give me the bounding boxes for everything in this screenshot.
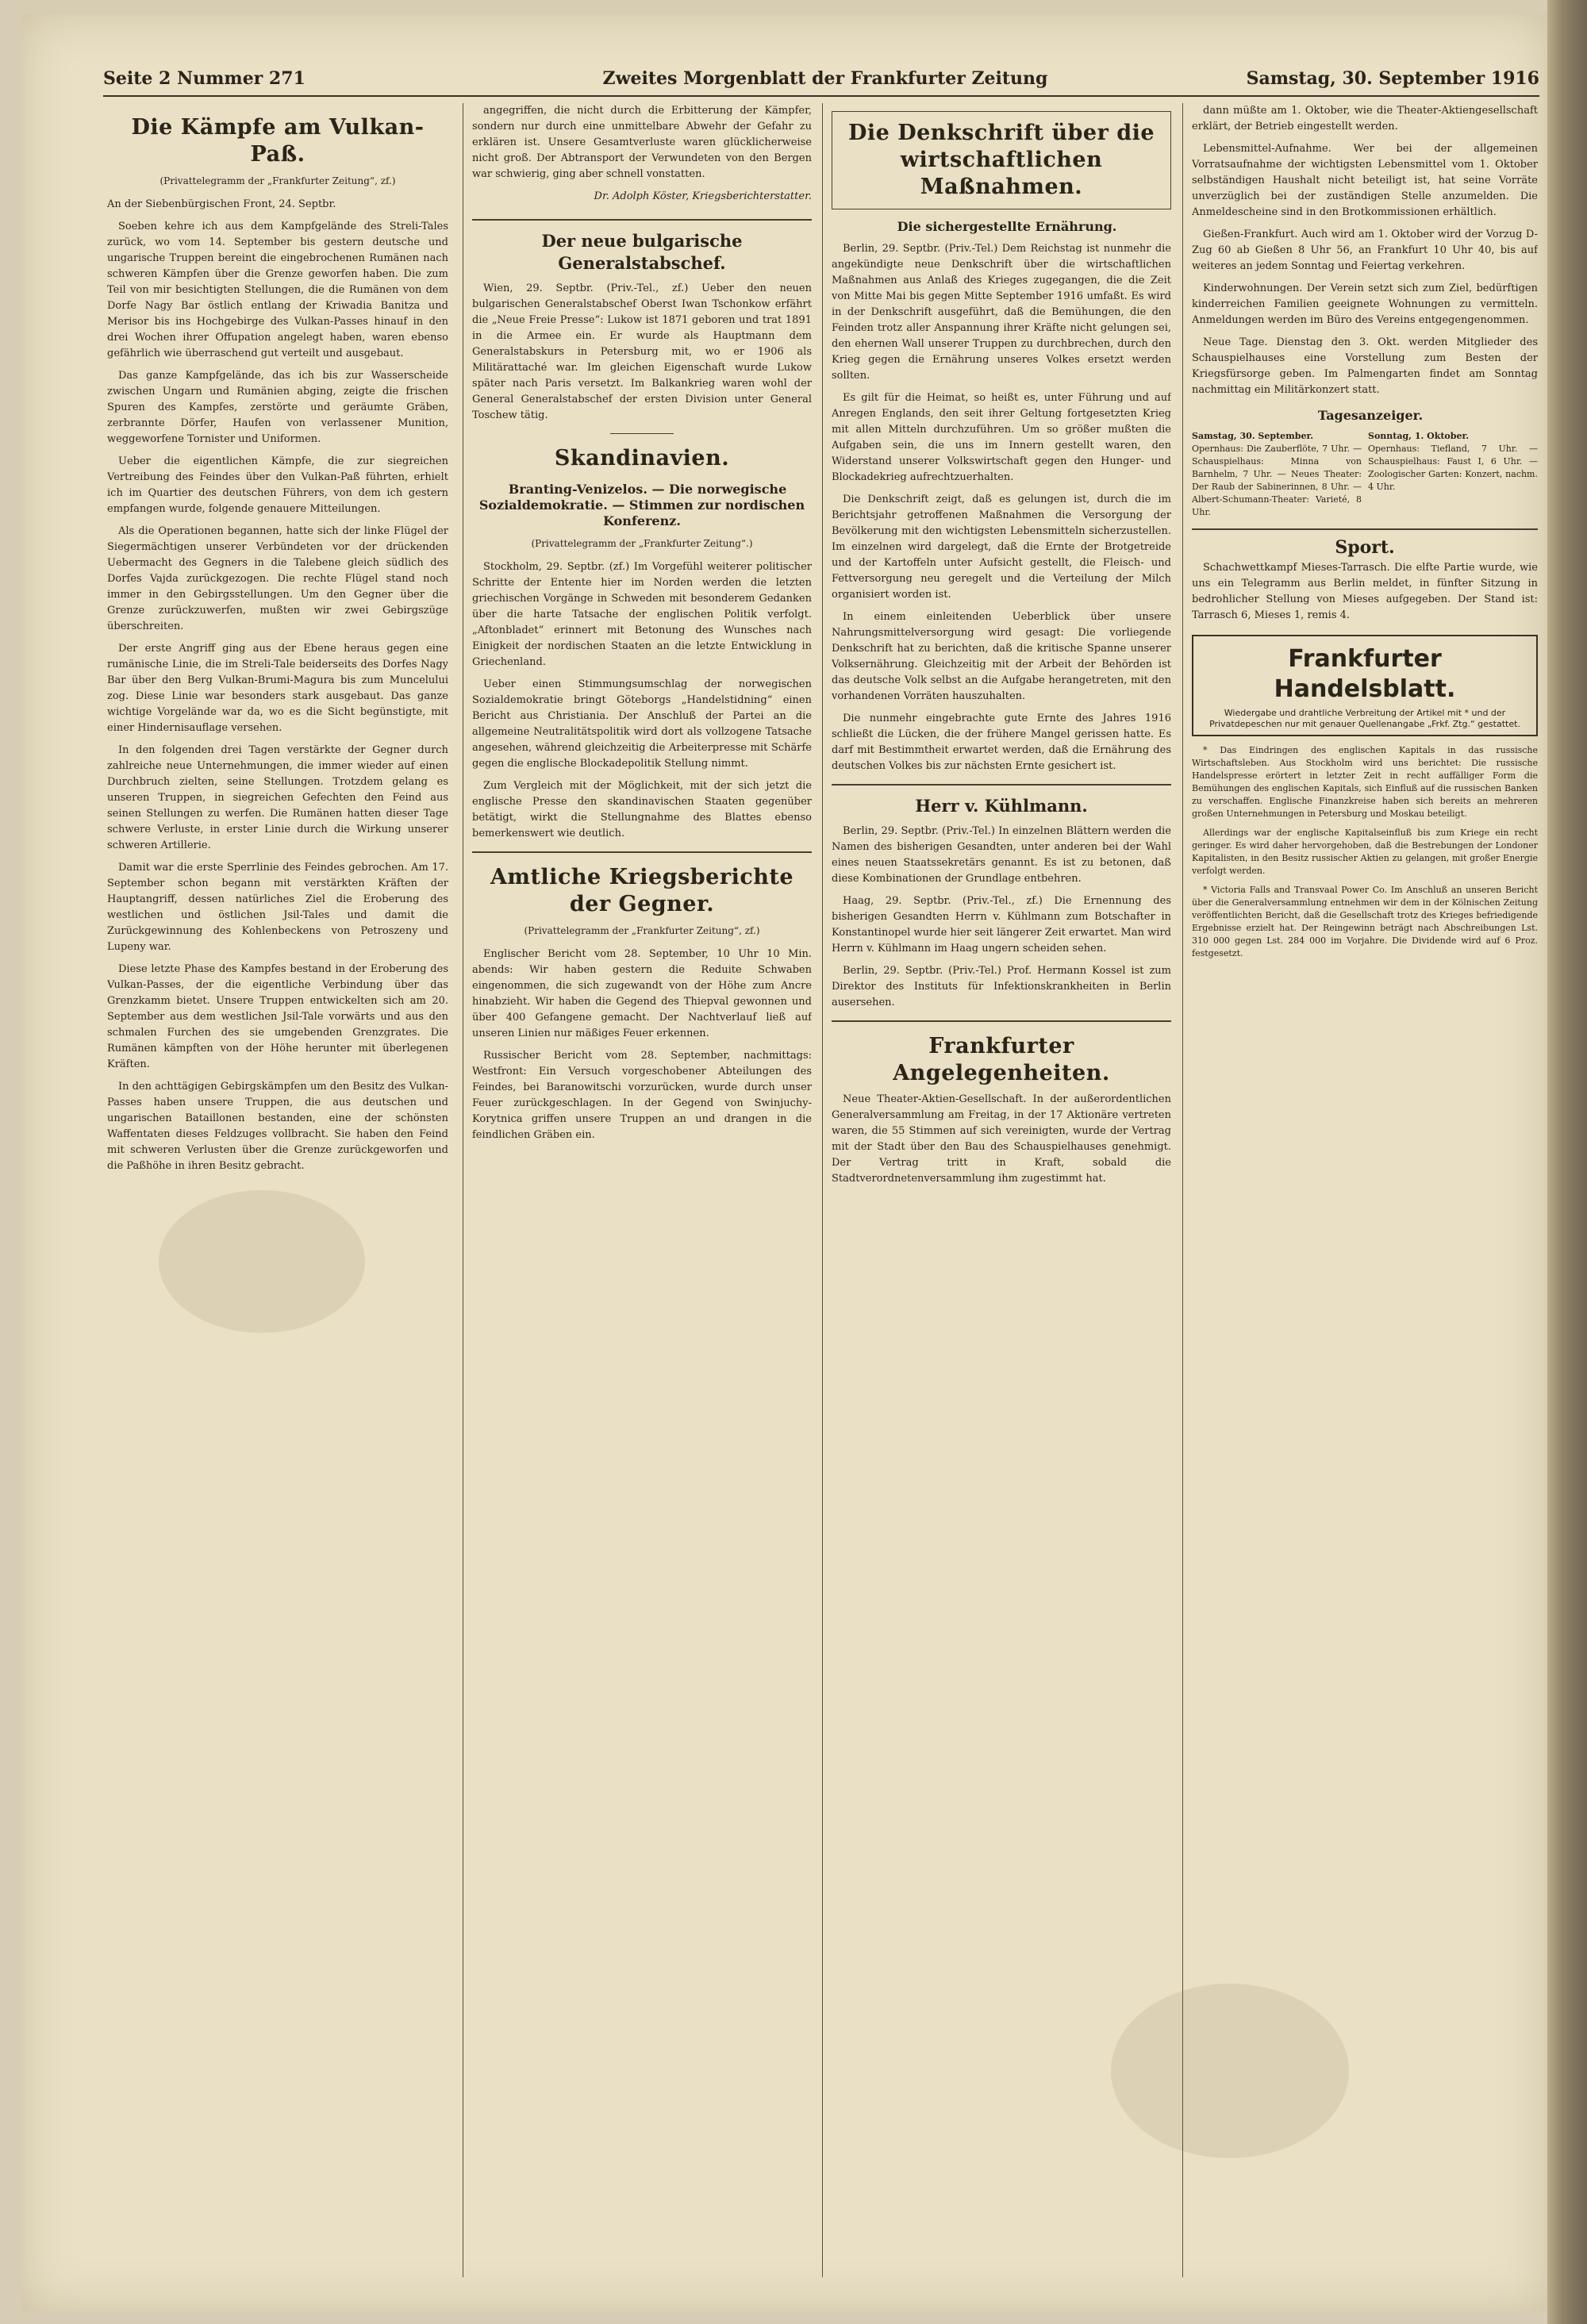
paragraph: Der erste Angriff ging aus der Ebene heraus gegen eine rumänische Linie, die im Streli-Tale beiderseits des Dorfes Nagy Bar über den Berg Vulkan-Brumi-Magura bis zum Muncelului zog. Diese Linie war besonders stark ausgebaut. Das ganze wichtige Vorgelände war da, wo es die Sicht begünstigte, mit einer Hindernisauflage versehen. [107,643,448,734]
section-divider [472,219,812,221]
article-title: Amtliche Kriegsberichte der Gegner. [490,865,794,916]
masthead [103,62,1539,97]
paragraph: Russischer Bericht vom 28. September, nachmittags: Westfront: Ein Versuch vorgeschobener Abteilungen des Feindes, bei Baranowitschi vorzurücken, wurde durch unser Feuer zurückgeschlagen. In der Gegend von Swinjuchy-Korytnica griffen unsere Truppen an und drangen in die feindlichen Gräben ein. [472,1050,812,1141]
listing-date: Sonntag, 1. Oktober. [1368,431,1470,441]
paragraph: angegriffen, die nicht durch die Erbitterung der Kämpfer, sondern nur durch eine unmittelbare Abwehr der Gefahr zu erklären ist. Unsere Gesamtverluste waren glücklicherweise nicht groß. Der Abtransport der Verwundeten von den Bergen war schwierig, ging aber schnell vonstatten. [472,105,812,180]
paragraph: Neue Tage. Dienstag den 3. Okt. werden Mitglieder des Schauspielhauses eine Vorstellung zum Besten der Kriegsfürsorge geben. Im Palmengarten findet am Sonntag nachmittag ein Militärkonzert statt. [1192,336,1538,396]
headline-box [832,111,1171,209]
paragraph: Lebensmittel-Aufnahme. Wer bei der allgemeinen Vorratsaufnahme der wichtigsten Lebensmittel vom 1. Oktober selbständigen Haushalt nicht beteiligt ist, hat seine Vorräte unverzüglich bei der zuständigen Stelle anzumelden. Die Anmeldescheine sind in den Brotkommissionen erhältlich. [1192,143,1538,218]
page-number: Seite 2 Nummer 271 [103,68,305,89]
paragraph: Berlin, 29. Septbr. (Priv.-Tel.) Dem Reichstag ist nunmehr die angekündigte neue Denkschrift über die wirtschaftlichen Maßnahmen aus Anlaß des Krieges zugegangen, die die Zeit von Mitte Mai bis gegen Mitte September 1916 umfaßt. Es wird in der Denkschrift ausgeführt, daß die Bemühungen, die den Feinden trotz aller Anspannung ihrer Kräfte nicht gelungen sei, den ehernen Wall unserer Truppen zu durchbrechen, durch den Krieg gegen die Ernährung unseres Volkes ersetzt werden sollten. [832,243,1171,382]
article-title: Herr v. Kühlmann. [915,796,1088,816]
article-source: (Privattelegramm der „Frankfurter Zeitung“.) [531,538,753,549]
column-2 [472,103,812,2277]
paragraph: dann müßte am 1. Oktober, wie die Theater-Aktiengesellschaft erklärt, der Betrieb eingestellt werden. [1192,105,1538,133]
paragraph: Kinderwohnungen. Der Verein setzt sich zum Ziel, bedürftigen kinderreichen Familien geeignete Wohnungen zu vermitteln. Anmeldungen werden im Büro des Vereins entgegengenommen. [1192,282,1538,326]
paragraph: Das ganze Kampfgelände, das ich bis zur Wasserscheide zwischen Ungarn und Rumänien abging, zeigte die frischen Spuren des Kampfes, zerstörte und geräumte Gräben, zerbrannte Dörfer, Haufen von verlassener Munition, weggeworfene Tornister und Uniformen. [107,370,448,445]
paragraph: * Das Eindringen des englischen Kapitals in das russische Wirtschaftsleben. Aus Stockholm wird uns berichtet: Die russische Handelspresse erörtert in letzter Zeit in recht auffälliger Form die Bemühungen des englischen Kapitals, sich Einfluß auf die russischen Banken zu verschaffen. Englische Finanzkreise haben sich bereits an mehreren großen Unternehmungen in Petersburg und Moskau beteiligt. [1192,745,1538,819]
paragraph: Die Denkschrift zeigt, daß es gelungen ist, durch die im Berichtsjahr getroffenen Maßnahmen die Versorgung der Bevölkerung mit den wichtigsten Lebensmitteln sicherzustellen. Im einzelnen wird dargelegt, daß die Ernte der Brotgetreide und der Kartoffeln unter Aufsicht gestellt, die Fleisch- und Fettversorgung neu geregelt und die Verteilung der Milch organisiert worden ist. [832,494,1171,601]
article-subtitle: Branting-Venizelos. — Die norwegische Sozialdemokratie. — Stimmen zur nordischen Konferenz. [478,482,805,528]
commerce-banner [1192,635,1538,736]
book-spine [1547,0,1587,2324]
paragraph: Wien, 29. Septbr. (Priv.-Tel., zf.) Ueber den neuen bulgarischen Generalstabschef Oberst Iwan Tschonkow erfährt die „Neue Freie Presse“: Lukow ist 1871 geboren und trat 1891 in die Armee ein. Er wurde als Hauptmann dem Generalstabskurs in Petersburg mit, wo er 1906 als Militärattaché war. Im gleichen Eigenschaft wurde Lukow später nach Paris versetzt. Im Balkankrieg waren wohl der General Generalstabschef der ersten Division unter General Toschew tätig. [472,282,812,421]
paragraph: Schachwettkampf Mieses-Tarrasch. Die elfte Partie wurde, wie uns ein Telegramm aus Berlin meldet, in fünfter Sitzung in bedrohlicher Stellung von Mieses aufgegeben. Der Stand ist: Tarrasch 6, Mieses 1, remis 4. [1192,562,1538,621]
paragraph: Die nunmehr eingebrachte gute Ernte des Jahres 1916 schließt die Lücken, die der frühere Mangel gerissen hatte. Es darf mit Bestimmtheit erwartet werden, daß die Ernährung des deutschen Volkes bis zur nächsten Ernte gesichert ist. [832,713,1171,772]
dateline: An der Siebenbürgischen Front, 24. Septbr. [107,198,336,210]
paragraph: Soeben kehre ich aus dem Kampfgelände des Streli-Tales zurück, wo vom 14. September bis gestern deutsche und ungarische Truppen bereint die eingebrochenen Rumänen nach schweren Kämpfen über die Grenze geworfen haben. Die zum Teil von mir besichtigten Stellungen, die die Rumänen von dem Dorfe Nagy Bar östlich entlang der Kriwadia Banitza und Merisor bis ins Hochgebirge des Vulkan-Passes hinauf in den drei Wochen ihrer Offupation angelegt haben, waren ebenso gefährlich wie überraschend gut verteilt und ausgebaut. [107,221,448,359]
paragraph: Als die Operationen begannen, hatte sich der linke Flügel der Siegermächtigen unserer Verbündeten vor der drückenden Uebermacht des Gegners in die Talebene gleich südlich des Dorfes Vajda zurückgezogen. Die rechte Flügel stand noch immer in den Gebirgsstellungen. Um den Gegner über die Grenze zurückzuwerfen, mußten wir zwei Gebirgszüge überschreiten. [107,525,448,632]
banner-note: Wiedergabe und drahtliche Verbreitung der Artikel mit * und der Privatdepeschen nur mit genauer Quellenangabe „Frkf. Ztg.“ gestattet. [1209,708,1520,729]
section-title: Frankfurter Angelegenheiten. [893,1034,1110,1085]
banner-title: Frankfurter Handelsblatt. [1274,645,1456,703]
section-divider [832,784,1171,786]
paragraph: Allerdings war der englische Kapitalseinfluß bis zum Kriege ein recht geringer. Es wird daher hervorgehoben, daß die Bestrebungen der Londoner Kapitalisten, in den Besitz russischer Aktien zu gelangen, mit großer Energie verfolgt werden. [1192,828,1538,876]
paragraph: Diese letzte Phase des Kampfes bestand in der Eroberung des Vulkan-Passes, der die eigentliche Verbindung über das Grenzkamm bietet. Unsere Truppen entwickelten sich am 20. September aus dem westlichen Jsil-Tale vorwärts und aus den schmalen Furchen des sie umgebenden Grenzgrates. Die Rumänen kämpften von der Höhe herunter mit überlegenen Kräften. [107,963,448,1070]
paragraph: Neue Theater-Aktien-Gesellschaft. In der außerordentlichen Generalversammlung am Freitag, in der 17 Aktionäre vertreten waren, die 55 Stimmen auf sich vereinigten, wurde der Vertrag mit der Stadt über den Bau des Schauspielhauses genehmigt. Der Vertrag tritt in Kraft, sobald die Stadtverordnetenversammlung ihm zugestimmt hat. [832,1093,1171,1185]
listing-day [1192,430,1362,519]
listing-date: Samstag, 30. September. [1192,431,1314,441]
section-divider [472,851,812,853]
paragraph: Stockholm, 29. Septbr. (zf.) Im Vorgefühl weiterer politischer Schritte der Entente hier im Norden werden die letzten griechischen Vorgänge in Schweden mit besonderem Gedanken über die harte Tatsache der englischen Politik verfolgt. „Aftonbladet“ erinnert mit Betonung des Wunsches nach Einigkeit der nordischen Staaten an die letzte Entwicklung in Griechenland. [472,561,812,668]
article-source: (Privattelegramm der „Frankfurter Zeitung“, zf.) [159,175,396,186]
paragraph: Es gilt für die Heimat, so heißt es, unter Führung und auf Anregen Englands, den seit ihrer Geltung fortgesetzten Krieg mit allen Mitteln durchzuführen. Um so größer mußten die Aufgaben sein, die uns im Innern gestellt waren, den Widerstand unserer Volkswirtschaft gegen den Hunger- und Blockadekrieg aufrechtzuerhalten. [832,392,1171,483]
paragraph: * Victoria Falls and Transvaal Power Co. Im Anschluß an unseren Bericht über die Generalversammlung entnehmen wir dem in der Kölnischen Zeitung veröffentlichten Bericht, daß die Gesellschaft trotz des Krieges befriedigende Ergebnisse erzielt hat. Der Reingewinn beträgt nach Abschreibungen Lst. 310 000 gegen Lst. 284 000 im Vorjahre. Die Dividende wird auf 6 Proz. festgesetzt. [1192,885,1538,958]
paragraph: In den folgenden drei Tagen verstärkte der Gegner durch zahlreiche neue Unternehmungen, die immer wieder auf einen Durchbruch zielten, seine Stellungen. Trotzdem gelang es unseren Truppen, in siegreichen Gefechten den Feind aus seinen Stellungen zu werfen. Die Rumänen hatten dieser Tage schwere Verluste, in erster Linie durch die Wirkung unserer schweren Artillerie. [107,744,448,851]
article-title: Die Kämpfe am Vulkan-Paß. [131,115,425,167]
signature: Dr. Adolph Köster, Kriegsberichterstatter. [594,190,812,202]
section-title: Sport. [1335,537,1395,558]
section-divider [832,1020,1171,1022]
listing-text: Opernhaus: Die Zauberflöte, 7 Uhr. — Schauspielhaus: Minna von Barnhelm, 7 Uhr. — Neues Theater: Der Raub der Sabinerinnen, 8 Uhr. — Albert-Schumann-Theater: Varieté, 8 Uhr. [1192,444,1362,517]
paragraph: Ueber die eigentlichen Kämpfe, die zur siegreichen Vertreibung des Feindes über den Vulkan-Paß führten, erhielt ich im Quartier des deutschen Führers, von dem ich gestern empfangen wurde, folgende genauere Mitteilungen. [107,455,448,515]
column-1 [107,103,448,2277]
listing-day [1368,430,1538,519]
listing-text: Opernhaus: Tiefland, 7 Uhr. — Schauspielhaus: Faust I, 6 Uhr. — Zoologischer Garten: Konzert, nachm. 4 Uhr. [1368,444,1538,492]
paragraph: In einem einleitenden Ueberblick über unsere Nahrungsmittelversorgung wird gesagt: Die vorliegende Denkschrift hat zu berichten, daß die kritische Spanne unserer Volksernährung. Gleichzeitig mit der Arbeit der Behörden ist das deutsche Volk selbst an die Aufgabe herangetreten, mit den vorhandenen Vorräten hauszuhalten. [832,611,1171,702]
article-title: Die Denkschrift über die wirtschaftlichen Maßnahmen. [847,121,1155,199]
article-subtitle: Die sichergestellte Ernährung. [897,219,1117,234]
paragraph: Gießen-Frankfurt. Auch wird am 1. Oktober wird der Vorzug D-Zug 60 ab Gießen 8 Uhr 56, an Frankfurt 10 Uhr 40, bis auf weiteres an jedem Sonntag und Feiertag verkehren. [1192,229,1538,272]
newspaper-title: Zweites Morgenblatt der Frankfurter Zeitung [602,68,1048,89]
paragraph: Berlin, 29. Septbr. (Priv.-Tel.) In einzelnen Blättern werden die Namen des bisherigen Gesandten, unter anderen bei der Wahl eines neuen Staatssekretärs genannt. Es ist zu betonen, daß diese Kombinationen der Grundlage entbehren. [832,825,1171,885]
paragraph: Zum Vergleich mit der Möglichkeit, mit der sich jetzt die englische Presse den skandinavischen Staaten gegenüber betätigt, wirkt die Stellungnahme des Blattes ebenso bemerkenswert wie deutlich. [472,780,812,839]
issue-date: Samstag, 30. September 1916 [1246,68,1539,89]
paragraph: Englischer Bericht vom 28. September, 10 Uhr 10 Min. abends: Wir haben gestern die Reduite Schwaben eingenommen, die sich zugewandt von der Höhe zum Ancre hinabzieht. Wir haben die Gegend des Thiepval gewonnen und über 400 Gefangene gemacht. Der Nachtverlauf ließ auf unseren Linien nur mäßiges Feuer erkennen. [472,948,812,1039]
paragraph: In den achttägigen Gebirgskämpfen um den Besitz des Vulkan-Passes haben unsere Truppen, die aus deutschen und ungarischen Bataillonen bestanden, eine der schönsten Waffentaten dieses Feldzuges vollbracht. Sie haben den Feind mit schweren Verlusten über die Grenze zurückgeworfen und die Paßhöhe in ihren Besitz gebracht. [107,1081,448,1172]
section-title: Skandinavien. [554,446,730,471]
column-3 [832,103,1171,2277]
column-4 [1192,103,1538,2277]
listings [1192,430,1538,519]
paragraph: Damit war die erste Sperrlinie des Feindes gebrochen. Am 17. September schon begann mit verstärkten Kräften der Hauptangriff, dessen natürliches Ziel die Eroberung des westlichen und östlichen Jsil-Tales und damit die Zurückgewinnung des Kohlenbeckens von Petroszeny und Lupeny war. [107,862,448,953]
article-source: (Privattelegramm der „Frankfurter Zeitung“, zf.) [524,925,760,936]
section-divider [610,433,674,434]
section-divider [1192,528,1538,530]
column-rule [822,103,823,2277]
article-title: Der neue bulgarische Generalstabschef. [541,231,743,273]
paragraph: Ueber einen Stimmungsumschlag der norwegischen Sozialdemokratie bringt Göteborgs „Handelstidning“ einen Bericht aus Christiania. Der Anschluß der Partei an die allgemeine Neutralitätspolitik wird dort als vollzogene Tatsache angesehen, während gleichzeitig die Arbeiterpresse mit Schärfe gegen die englische Blockadepolitik Stellung nimmt. [472,678,812,770]
paragraph: Berlin, 29. Septbr. (Priv.-Tel.) Prof. Hermann Kossel ist zum Direktor des Instituts für Infektionskrankheiten in Berlin ausersehen. [832,965,1171,1008]
paragraph: Haag, 29. Septbr. (Priv.-Tel., zf.) Die Ernennung des bisherigen Gesandten Herrn v. Kühlmann zum Botschafter in Konstantinopel wurde hier seit längerer Zeit erwartet. Man wird Herrn v. Kühlmann im Haag ungern scheiden sehen. [832,895,1171,955]
column-rule [1182,103,1183,2277]
listings-heading: Tagesanzeiger. [1317,408,1424,423]
